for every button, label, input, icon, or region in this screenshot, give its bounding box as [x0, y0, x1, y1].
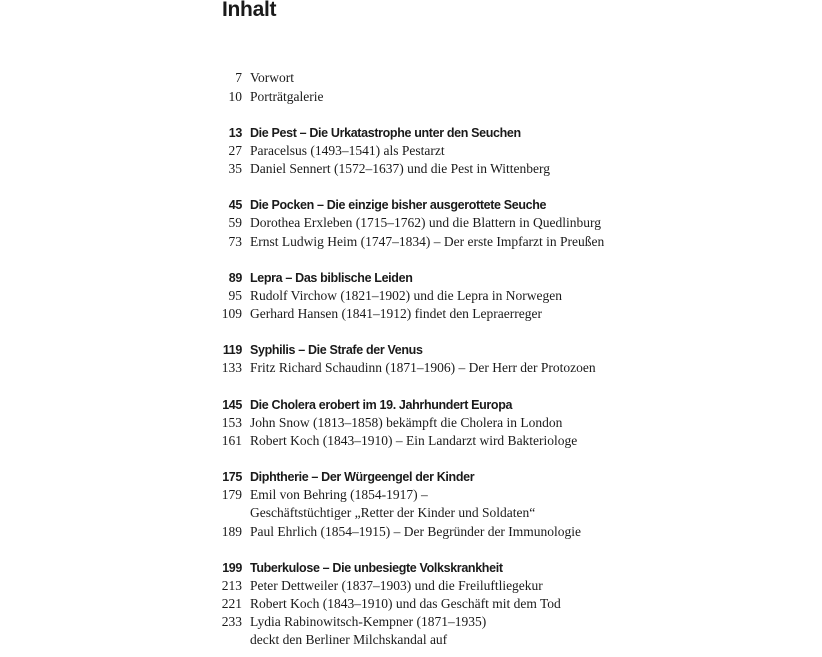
toc-page-number: 73	[228, 234, 242, 249]
toc-page-number: 119	[222, 343, 242, 357]
toc-page-number: 161	[221, 433, 242, 448]
toc-page-number: 13	[228, 126, 242, 140]
toc-entry-title: deckt den Berliner Milchskandal auf	[250, 632, 448, 647]
toc-chapter	[0, 196, 822, 214]
toc-entry-title: Robert Koch (1843–1910) und das Geschäft mit dem Tod	[250, 596, 561, 611]
toc-entry-title: Paracelsus (1493–1541) als Pestarzt	[250, 143, 445, 158]
toc-entry-title: Porträtgalerie	[250, 89, 324, 104]
toc-entry-title: Dorothea Erxleben (1715–1762) und die Blattern in Quedlinburg	[250, 215, 602, 230]
toc-chapter-title: Syphilis – Die Strafe der Venus	[250, 343, 423, 357]
toc-entry	[0, 359, 822, 377]
toc-page-number: 7	[235, 70, 242, 85]
toc-entry-title: Daniel Sennert (1572–1637) und die Pest in Wittenberg	[250, 161, 551, 176]
toc-entry	[0, 486, 822, 504]
toc-chapter-title: Die Pest – Die Urkatastrophe unter den Seuchen	[250, 126, 521, 140]
toc-page-number: 45	[228, 198, 242, 212]
toc-page-number: 233	[221, 614, 242, 629]
toc-entry-title: Peter Dettweiler (1837–1903) und die Freiluftliegekur	[250, 578, 543, 593]
toc-page-number: 133	[221, 360, 242, 375]
toc-chapter	[0, 396, 822, 414]
toc-page-number: 95	[228, 288, 242, 303]
toc-entry	[0, 305, 822, 323]
toc-entry	[0, 613, 822, 631]
toc-entry	[0, 88, 822, 106]
toc-entry	[0, 214, 822, 232]
toc-entry-title: Ernst Ludwig Heim (1747–1834) – Der erste Impfarzt in Preußen	[250, 234, 605, 249]
toc-chapter	[0, 559, 822, 577]
toc-chapter-title: Die Cholera erobert im 19. Jahrhundert Europa	[250, 398, 513, 412]
toc-chapter	[0, 468, 822, 486]
page-title: Inhalt	[222, 0, 277, 21]
toc-page-number: 199	[222, 561, 242, 575]
toc-chapter-title: Lepra – Das biblische Leiden	[250, 271, 413, 285]
toc-page-number: 59	[228, 215, 242, 230]
toc-chapter	[0, 269, 822, 287]
toc-page-number: 221	[221, 596, 242, 611]
toc-page-number: 189	[221, 524, 242, 539]
toc-page-number: 213	[221, 578, 242, 593]
toc-entry	[0, 432, 822, 450]
toc-page-number: 27	[228, 143, 242, 158]
toc-entry-title: Gerhard Hansen (1841–1912) findet den Lepraerreger	[250, 306, 542, 321]
toc-entry-title: Emil von Behring (1854-1917) –	[250, 487, 428, 502]
toc-chapter-title: Tuberkulose – Die unbesiegte Volkskrankheit	[250, 561, 503, 575]
toc-entry	[0, 577, 822, 595]
toc-chapter	[0, 341, 822, 359]
toc-entry	[0, 160, 822, 178]
toc-entry-title: Lydia Rabinowitsch-Kempner (1871–1935)	[250, 614, 487, 629]
toc-chapter	[0, 124, 822, 142]
toc-chapter-title: Diphtherie – Der Würgeengel der Kinder	[250, 470, 475, 484]
toc-entry	[0, 414, 822, 432]
toc-entry	[0, 595, 822, 613]
toc-page-number: 35	[228, 161, 242, 176]
toc-entry-title: Fritz Richard Schaudinn (1871–1906) – Der Herr der Protozoen	[250, 360, 596, 375]
toc-page-number: 145	[222, 398, 242, 412]
toc-entry-title: Robert Koch (1843–1910) – Ein Landarzt wird Bakteriologe	[250, 433, 578, 448]
toc-entry	[0, 69, 822, 87]
toc-entry	[0, 233, 822, 251]
toc-entry-title: Vorwort	[250, 70, 295, 85]
toc-page-number: 153	[221, 415, 242, 430]
toc-entry-title: John Snow (1813–1858) bekämpft die Cholera in London	[250, 415, 563, 430]
toc-entry	[0, 142, 822, 160]
toc-entry	[0, 523, 822, 541]
toc-chapter-title: Die Pocken – Die einzige bisher ausgerottete Seuche	[250, 198, 547, 212]
toc-entry-continuation	[0, 504, 822, 522]
toc-entry-title: Paul Ehrlich (1854–1915) – Der Begründer der Immunologie	[250, 524, 582, 539]
toc-entry-title: Geschäftstüchtiger „Retter der Kinder und Soldaten“	[250, 505, 536, 520]
toc-entry	[0, 287, 822, 305]
toc-page-number: 109	[221, 306, 242, 321]
toc-entry-continuation	[0, 631, 822, 649]
toc-page-number: 179	[221, 487, 242, 502]
toc-page-number: 89	[228, 271, 242, 285]
toc-page-number: 175	[222, 470, 242, 484]
toc-entry-title: Rudolf Virchow (1821–1902) und die Lepra in Norwegen	[250, 288, 562, 303]
toc-page-number: 10	[228, 89, 242, 104]
